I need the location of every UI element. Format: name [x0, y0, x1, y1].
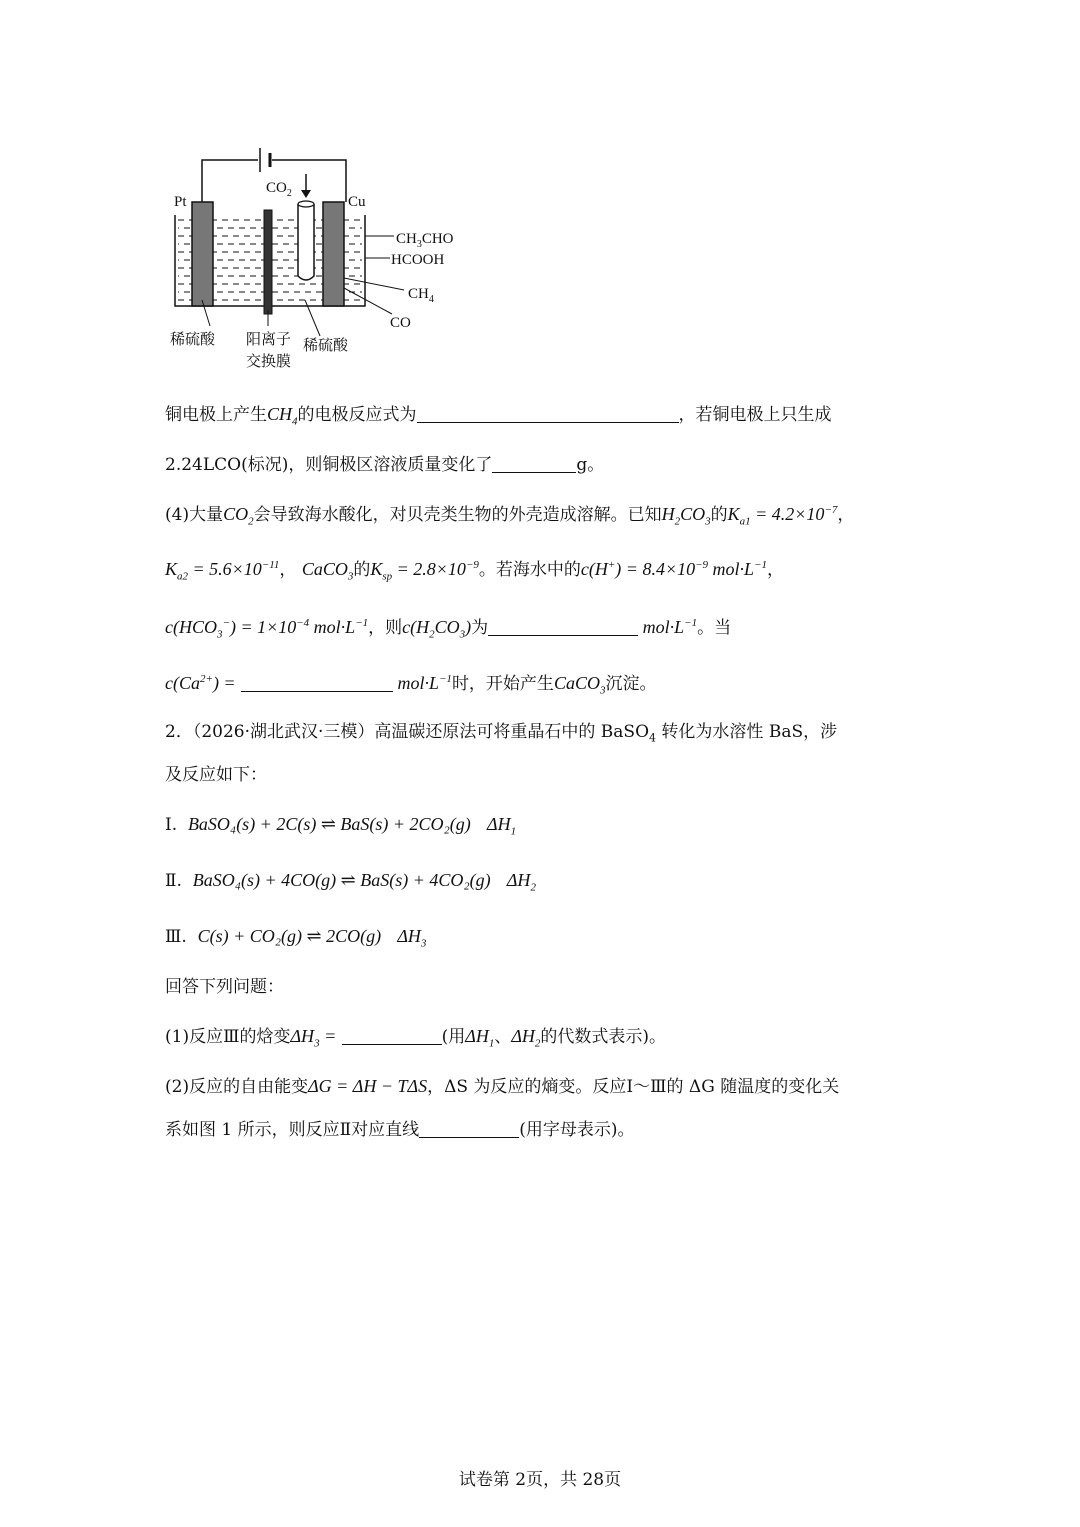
q4-line-3: $c(HCO_3^-) = 1\times 10^{-4}$ $mol\cdot L^{-1}$，则$c(H_2CO_3)$为 $mol\cdot L^{-1}$。当 — [165, 617, 732, 641]
answer-blank-ca-conc[interactable] — [241, 671, 393, 692]
acid-right-label: 稀硫酸 — [303, 338, 349, 354]
co2-label: $CO_2$ — [266, 180, 292, 199]
membrane-label-1: 阳离子 — [246, 332, 292, 348]
answer-intro: 回答下列问题： — [165, 977, 284, 997]
answer-blank-mass-change[interactable] — [492, 452, 576, 473]
q4-line-2: $K_{a2} = 5.6\times 10^{-11}$， CaCO$_3$的$K_{sp} = 2.8\times 10^{-9}$。若海水中的$c(H^+) = 8.4\times 10^{-9}$ $mol\cdot L^{-1}$， — [165, 559, 784, 583]
electrolysis-diagram — [160, 140, 480, 370]
ch4-label: $CH_4$ — [408, 286, 434, 305]
membrane-label-2: 交换膜 — [246, 354, 292, 370]
answer-blank-electrode-equation[interactable] — [417, 402, 679, 423]
q2-part-2: (2)反应的自由能变ΔG = ΔH − TΔS，ΔS 为反应的熵变。反应Ⅰ～Ⅲ的 ΔG 随温度的变化关 — [165, 1076, 840, 1097]
acid-left-label: 稀硫酸 — [170, 332, 216, 348]
ch3cho-label: $CH_3CHO$ — [396, 231, 454, 250]
q2-part-1: (1)反应Ⅲ的焓变$\Delta H_3$ = (用$\Delta H_1$、$\Delta H_2$的代数式表示)。 — [165, 1026, 667, 1050]
answer-blank-line-letter[interactable] — [419, 1117, 519, 1138]
reaction-2: Ⅱ. BaSO₄(s) + 4CO(g) ⇌ BaS(s) + 4CO₂(g) $\Delta H_2$ — [165, 870, 536, 894]
q2-part-2-cont: 系如图 1 所示，则反应Ⅱ对应直线 (用字母表示)。 — [165, 1117, 634, 1142]
page-footer: 试卷第 2页，共 28页 — [458, 1470, 622, 1490]
q4-line-4: $c(Ca^{2+}) = mol\cdot L^{-1}$时，开始产生CaCO$_3$沉淀。 — [165, 673, 657, 697]
co-label: CO — [390, 315, 411, 331]
q3-line-2: 2.24LCO(标况)，则铜极区溶液质量变化了 g。 — [165, 452, 604, 477]
answer-blank-h2co3-conc[interactable] — [488, 615, 638, 636]
q4-line-1: (4)大量$CO_2$会导致海水酸化，对贝壳类生物的外壳造成溶解。已知$H_2CO_3$的$K_{a1} = 4.2\times 10^{-7}$， — [165, 504, 855, 528]
reaction-1: Ⅰ. BaSO₄(s) + 2C(s) ⇌ BaS(s) + 2CO₂(g) $\Delta H_1$ — [165, 814, 517, 838]
pt-label: Pt — [174, 194, 187, 210]
cu-label: Cu — [348, 194, 366, 210]
q2-heading-2: 及反应如下： — [165, 765, 267, 785]
reaction-3: Ⅲ. C(s) + CO₂(g) ⇌ 2CO(g) $\Delta H_3$ — [165, 926, 427, 950]
hcooh-label: HCOOH — [391, 252, 445, 268]
answer-blank-dh3[interactable] — [342, 1024, 442, 1045]
q2-heading: 2．（2026·湖北武汉·三模）高温碳还原法可将重晶石中的 BaSO$_4$ 转化为水溶性 BaS，涉 — [165, 722, 838, 745]
q3-line-1: 铜电极上产生$CH_4$的电极反应式为 ，若铜电极上只生成 — [165, 404, 832, 428]
